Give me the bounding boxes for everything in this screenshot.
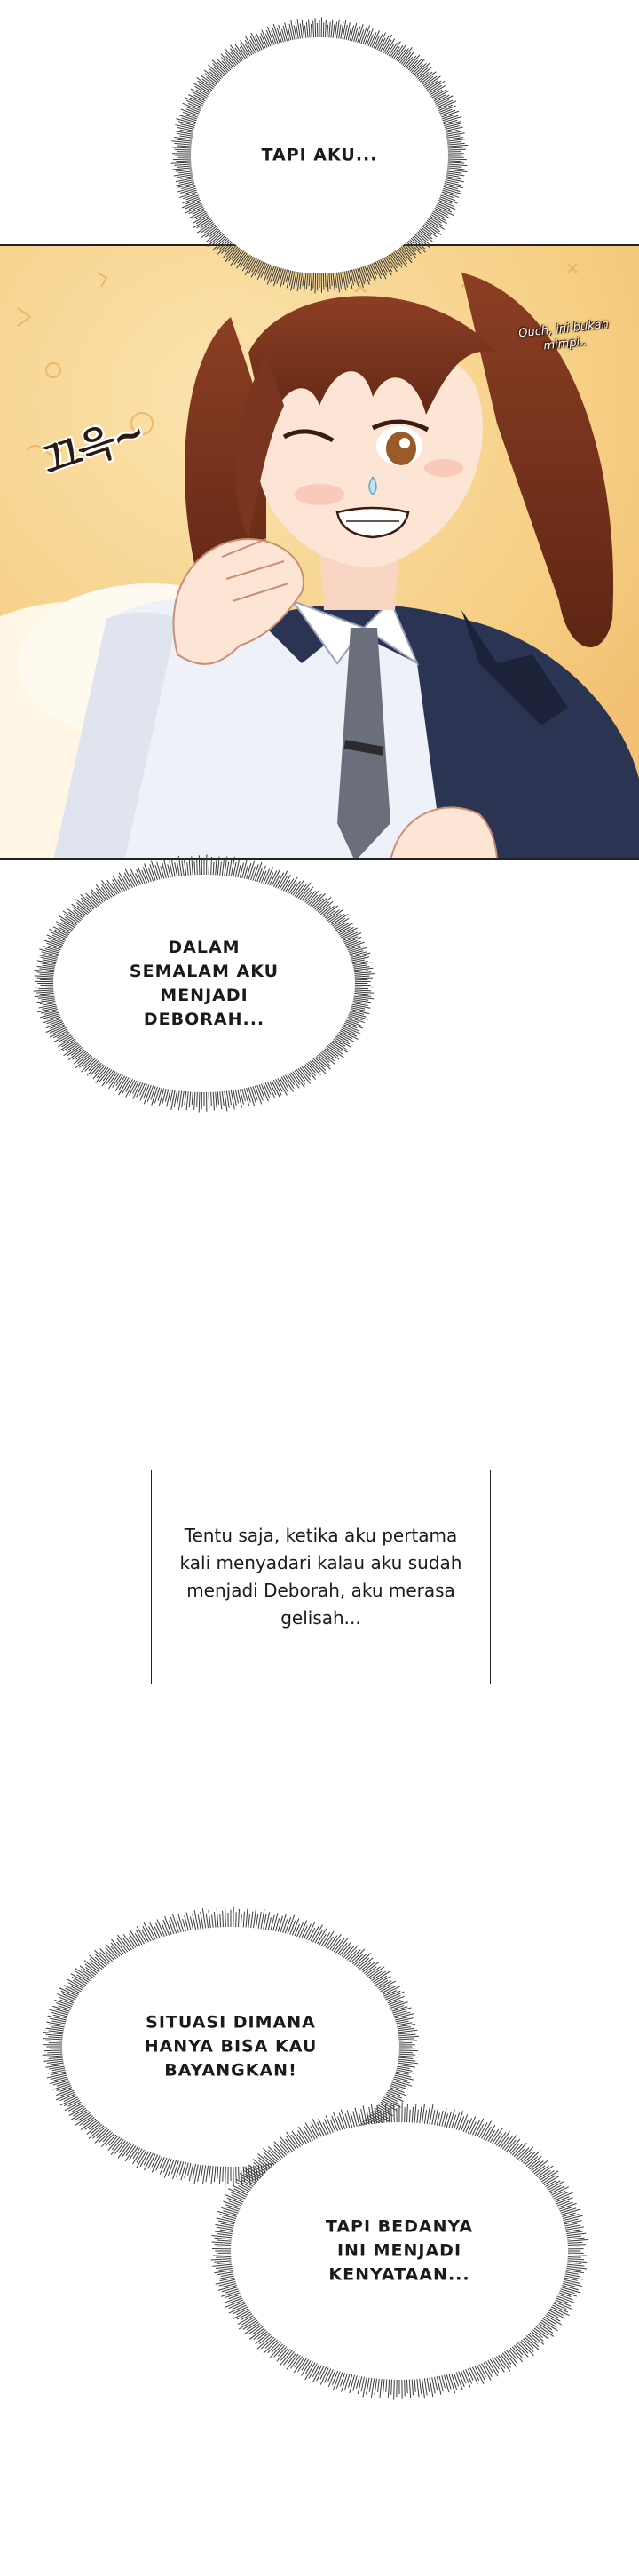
- speech-bubble-1: [173, 20, 466, 291]
- speech-bubble-4: [213, 2104, 586, 2398]
- bubble-text: SITUASI DIMANA HANYA BISA KAU BAYANGKAN!: [144, 2012, 318, 2081]
- bubble-text: TAPI AKU...: [261, 145, 378, 165]
- character-panel: [0, 244, 639, 860]
- speech-bubble-2: [36, 857, 373, 1110]
- narration-box: [151, 1470, 491, 1684]
- narration-text: Tentu saja, ketika aku pertama kali menyadari kalau aku sudah menjadi Deborah, aku merasa gelisah...: [179, 1525, 462, 1629]
- bubble-text: DALAM SEMALAM AKU MENJADI DEBORAH...: [129, 937, 280, 1029]
- bubble-text: TAPI BEDANYA INI MENJADI KENYATAAN...: [325, 2216, 474, 2285]
- sound-effect: 끄윽~: [37, 409, 150, 485]
- whisper-text: Ouch, ini bukan mimpi..: [517, 317, 610, 353]
